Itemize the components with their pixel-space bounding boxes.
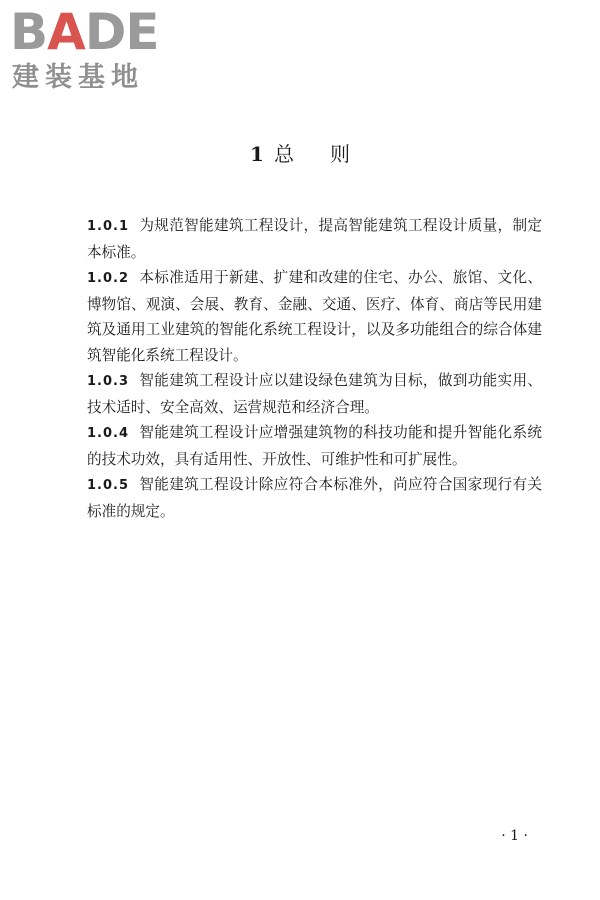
- clause-text: 智能建筑工程设计应以建设绿色建筑为目标，做到功能实用、技术适时、安全高效、运营规范和经济合理。: [87, 372, 542, 416]
- clause-number: 1.0.3: [87, 374, 130, 389]
- clause-1-0-5: [87, 472, 542, 524]
- clause-number: 1.0.4: [87, 426, 130, 441]
- clause-text: 智能建筑工程设计应增强建筑物的科技功能和提升智能化系统的技术功效，具有适用性、开放性、可维护性和可扩展性。: [87, 424, 542, 468]
- page-number: · 1 ·: [501, 828, 528, 844]
- clause-1-0-1: [87, 213, 542, 265]
- clause-1-0-4: [87, 420, 542, 472]
- clause-text: 智能建筑工程设计除应符合本标准外，尚应符合国家现行有关标准的规定。: [87, 476, 542, 520]
- clause-1-0-3: [87, 368, 542, 420]
- clause-1-0-2: [87, 265, 542, 368]
- logo-subtitle: 建装基地: [12, 62, 144, 93]
- clause-number: 1.0.2: [87, 271, 130, 286]
- logo-wordmark: [10, 3, 159, 61]
- clause-number: 1.0.1: [87, 219, 130, 234]
- chapter-number: 1: [250, 142, 264, 166]
- logo-letter-a-accent: A: [47, 3, 85, 61]
- clause-list: [87, 213, 542, 524]
- logo-letter-b: B: [10, 3, 48, 61]
- chapter-heading: [0, 141, 600, 167]
- watermark-logo: [10, 3, 180, 98]
- chapter-title: 总则: [273, 142, 386, 166]
- clause-text: 本标准适用于新建、扩建和改建的住宅、办公、旅馆、文化、博物馆、观演、会展、教育、金融、交通、医疗、体育、商店等民用建筑及通用工业建筑的智能化系统工程设计，以及多功能组合的综合体建筑智能化系统工程设计。: [87, 269, 542, 364]
- clause-text: 为规范智能建筑工程设计，提高智能建筑工程设计质量，制定本标准。: [87, 217, 542, 261]
- logo-letters-de: DE: [84, 3, 159, 61]
- clause-number: 1.0.5: [87, 478, 130, 493]
